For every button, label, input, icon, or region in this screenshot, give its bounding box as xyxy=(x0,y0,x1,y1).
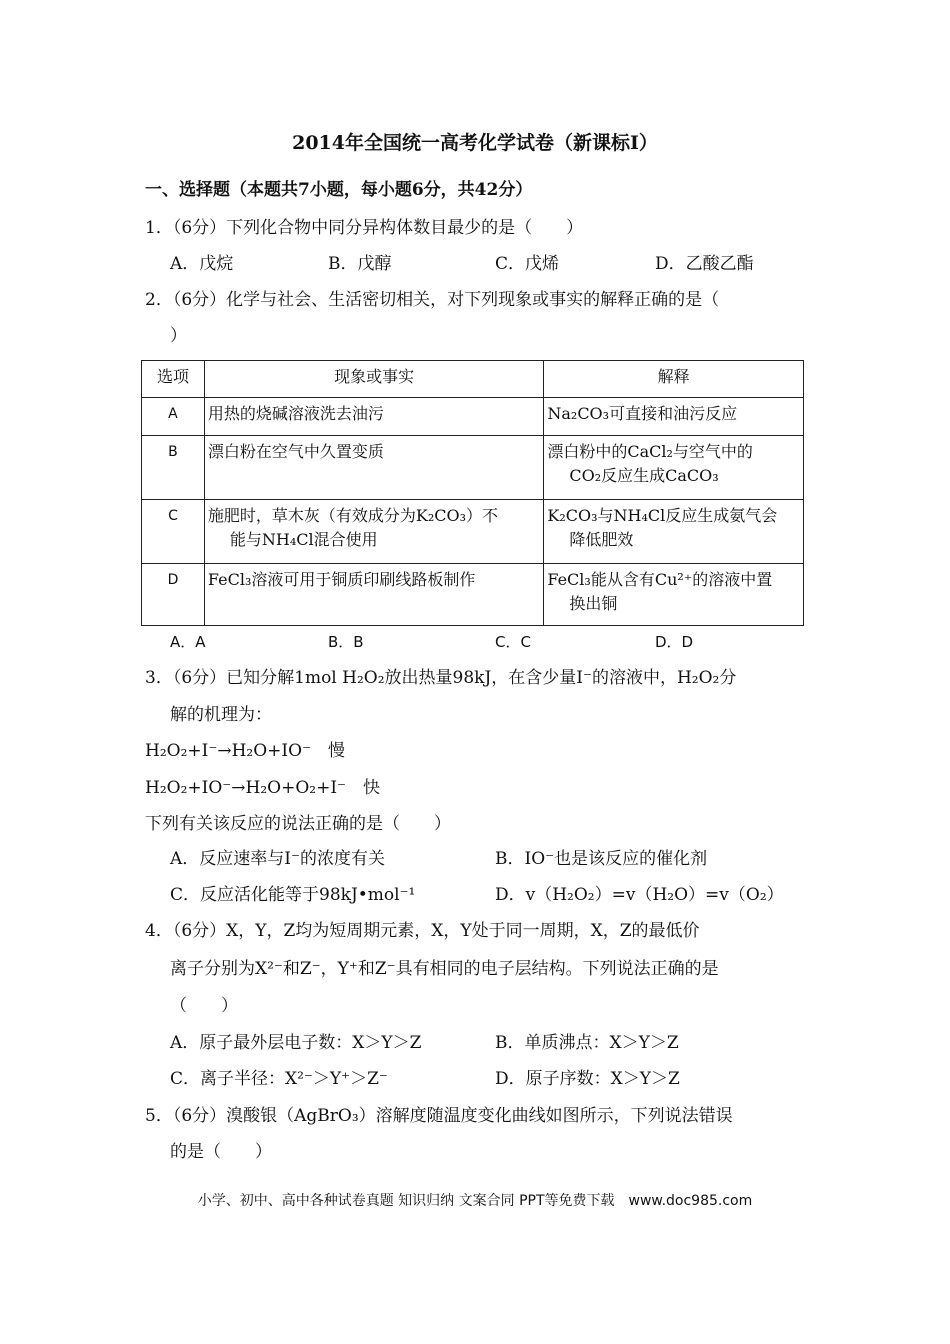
q4-stem-line3: （ ） xyxy=(170,996,238,1016)
table-row xyxy=(142,436,804,500)
q3-option-c: C．反应活化能等于98kJ•mol⁻¹ xyxy=(170,885,416,905)
table-header-option: 选项 xyxy=(142,361,205,398)
row-explanation-line: 漂白粉中的CaCl₂与空气中的 xyxy=(547,442,753,461)
q3-option-b: B．IO⁻也是该反应的催化剂 xyxy=(495,849,708,869)
row-key: C xyxy=(142,500,205,564)
q4-stem-line1: 4．（6分）X，Y，Z均为短周期元素，X，Y处于同一周期，X，Z的最低价 xyxy=(145,921,700,941)
q4-option-c: C．离子半径：X²⁻＞Y⁺＞Z⁻ xyxy=(170,1069,388,1089)
q4-option-d: D．原子序数：X＞Y＞Z xyxy=(495,1069,680,1089)
row-fact xyxy=(204,436,543,500)
q1-option-d: D．乙酸乙酯 xyxy=(655,254,754,274)
row-fact-line: FeCl₃溶液可用于铜质印刷线路板制作 xyxy=(207,570,476,589)
q1-stem: 1．（6分）下列化合物中同分异构体数目最少的是（ ） xyxy=(145,218,584,238)
q2-option-d: D．D xyxy=(655,633,694,651)
q4-option-b: B．单质沸点：X＞Y＞Z xyxy=(495,1033,679,1053)
q3-mechanism-step1: H₂O₂+I⁻→H₂O+IO⁻ 慢 xyxy=(145,741,346,761)
row-key: B xyxy=(142,436,205,500)
section-heading: 一、选择题（本题共7小题，每小题6分，共42分） xyxy=(145,180,533,200)
row-fact-line: 漂白粉在空气中久置变质 xyxy=(207,442,384,461)
row-explanation-line: FeCl₃能从含有Cu²⁺的溶液中置 xyxy=(547,570,773,589)
page-footer: 小学、初中、高中各种试卷真题 知识归纳 文案合同 PPT等免费下载 www.doc985.com xyxy=(197,1193,753,1209)
q1-option-a: A．戊烷 xyxy=(170,254,234,274)
table-header-fact: 现象或事实 xyxy=(204,361,543,398)
row-fact-cont: 能与NH₄Cl混合使用 xyxy=(229,530,378,549)
row-explanation xyxy=(544,398,804,436)
row-fact xyxy=(204,564,543,626)
row-explanation xyxy=(544,564,804,626)
q4-stem-line2: 离子分别为X²⁻和Z⁻，Y⁺和Z⁻具有相同的电子层结构。下列说法正确的是 xyxy=(170,959,719,979)
row-explanation-line: K₂CO₃与NH₄Cl反应生成氨气会 xyxy=(547,506,778,525)
table-row xyxy=(142,564,804,626)
q2-table xyxy=(141,360,804,626)
q2-option-a: A．A xyxy=(170,633,206,651)
q1-option-c: C．戊烯 xyxy=(495,254,560,274)
row-explanation-cont: 换出铜 xyxy=(569,594,618,613)
q3-mechanism-step2: H₂O₂+IO⁻→H₂O+O₂+I⁻ 快 xyxy=(145,778,381,798)
page-title: 2014年全国统一高考化学试卷（新课标I） xyxy=(292,132,658,154)
q4-option-a: A．原子最外层电子数：X＞Y＞Z xyxy=(170,1033,422,1053)
row-explanation xyxy=(544,500,804,564)
row-fact xyxy=(204,500,543,564)
q3-stem-line2: 解的机理为： xyxy=(170,705,272,725)
q5-stem-line1: 5．（6分）溴酸银（AgBrO₃）溶解度随温度变化曲线如图所示，下列说法错误 xyxy=(145,1106,733,1126)
table-row xyxy=(142,500,804,564)
row-fact xyxy=(204,398,543,436)
table-row xyxy=(142,398,804,436)
q1-option-b: B．戊醇 xyxy=(328,254,392,274)
row-explanation-cont: 降低肥效 xyxy=(569,530,634,549)
row-key: A xyxy=(142,398,205,436)
row-explanation-line: Na₂CO₃可直接和油污反应 xyxy=(547,404,738,423)
row-fact-line: 用热的烧碱溶液洗去油污 xyxy=(207,404,384,423)
q3-option-a: A．反应速率与I⁻的浓度有关 xyxy=(170,849,385,869)
q2-option-c: C．C xyxy=(495,633,531,651)
q2-stem-line2: ） xyxy=(170,326,187,346)
q2-stem-line1: 2．（6分）化学与社会、生活密切相关，对下列现象或事实的解释正确的是（ xyxy=(145,290,720,310)
q3-option-d: D．v（H₂O₂）=v（H₂O）=v（O₂） xyxy=(495,885,784,905)
q3-stem-line1: 3．（6分）已知分解1mol H₂O₂放出热量98kJ，在含少量I⁻的溶液中，H₂O₂分 xyxy=(145,668,737,688)
table-header-explanation: 解释 xyxy=(544,361,804,398)
q5-stem-line2: 的是（ ） xyxy=(170,1142,272,1162)
q3-ask: 下列有关该反应的说法正确的是（ ） xyxy=(145,814,451,834)
row-fact-line: 施肥时，草木灰（有效成分为K₂CO₃）不 xyxy=(207,506,499,525)
row-explanation-cont: CO₂反应生成CaCO₃ xyxy=(569,466,719,485)
row-key: D xyxy=(142,564,205,626)
row-explanation xyxy=(544,436,804,500)
table-header-row xyxy=(142,361,804,398)
q2-option-b: B．B xyxy=(328,633,364,651)
